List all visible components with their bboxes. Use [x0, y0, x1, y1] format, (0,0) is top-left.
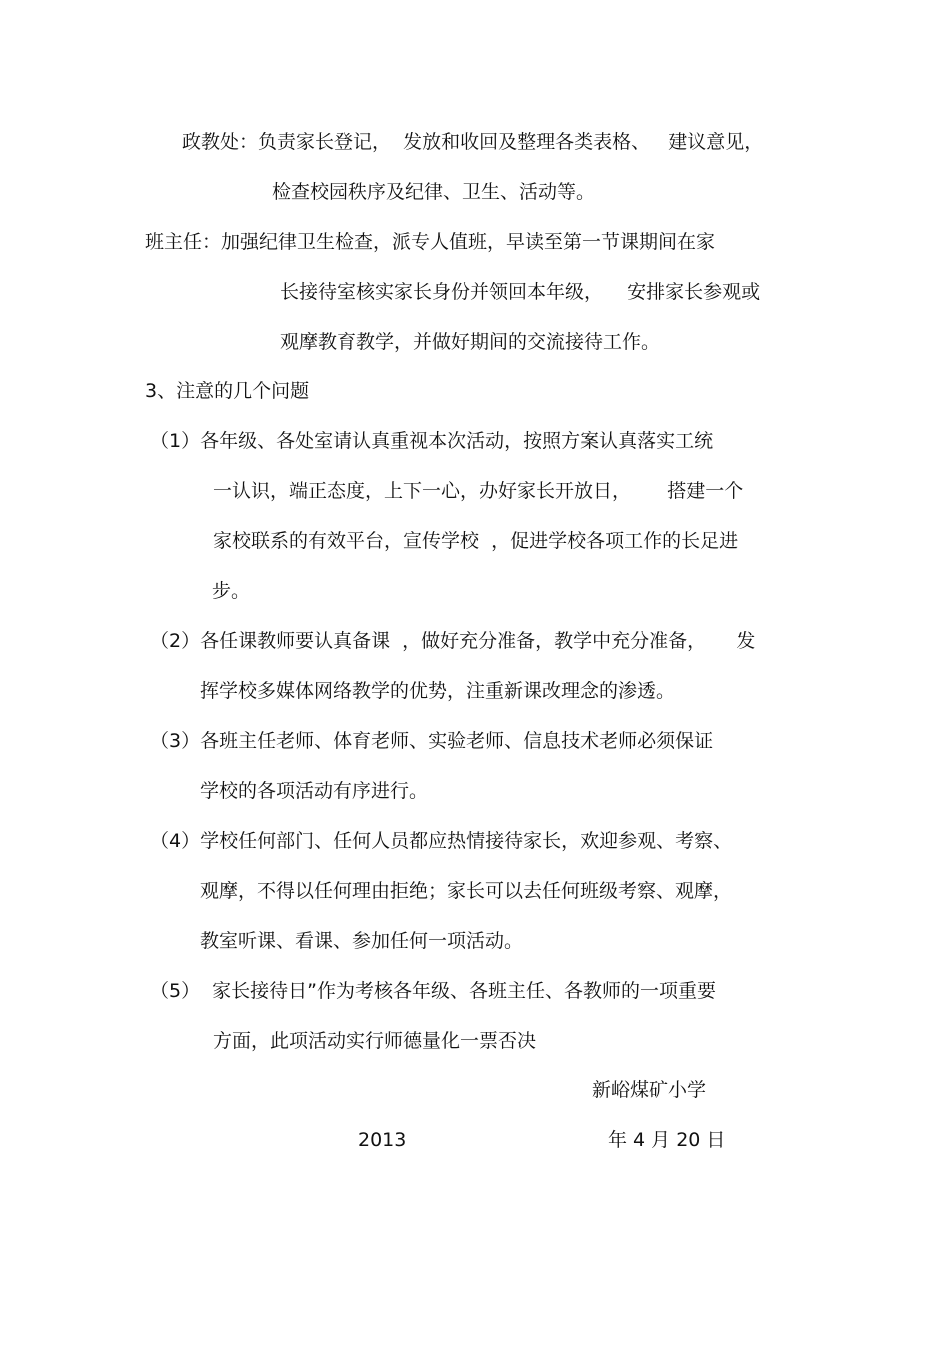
- text-line-15: （4）学校任何部门、任何人员都应热情接待家长，欢迎参观、考察、: [150, 830, 733, 852]
- text-line-11: （2）各任课教师要认真备课 ，做好充分准备，教学中充分准备， 发: [150, 630, 756, 652]
- text-line-5: 观摩教育教学，并做好期间的交流接待工作。: [280, 331, 661, 353]
- text-line-10: 步。: [212, 580, 251, 602]
- text-line-13: （3）各班主任老师、体育老师、实验老师、信息技术老师必须保证: [150, 730, 714, 752]
- text-line-2: 检查校园秩序及纪律、卫生、活动等。: [272, 181, 596, 203]
- section-heading: 3、注意的几个问题: [145, 380, 310, 402]
- text-line-8: 一认识，端正态度，上下一心，办好家长开放日， 搭建一个: [213, 480, 744, 502]
- text-line-17: 教室听课、看课、参加任何一项活动。: [200, 930, 524, 952]
- text-line-9: 家校联系的有效平台，宣传学校 ，促进学校各项工作的长足进: [213, 530, 739, 552]
- text-line-7: （1）各年级、各处室请认真重视本次活动，按照方案认真落实工统: [150, 430, 714, 452]
- text-line-14: 学校的各项活动有序进行。: [200, 780, 429, 802]
- signature-school-name: 新峪煤矿小学: [592, 1079, 707, 1101]
- date-year: 2013: [358, 1129, 407, 1151]
- text-line-3: 班主任：加强纪律卫生检查，派专人值班，早读至第一节课期间在家: [145, 231, 716, 253]
- text-line-12: 挥学校多媒体网络教学的优势，注重新课改理念的渗透。: [200, 680, 676, 702]
- text-line-16: 观摩，不得以任何理由拒绝；家长可以去任何班级考察、观摩，: [200, 880, 733, 902]
- text-line-18: （5） 家长接待日”作为考核各年级、各班主任、各教师的一项重要: [150, 980, 717, 1002]
- text-line-19: 方面，此项活动实行师德量化一票否决: [213, 1030, 537, 1052]
- text-line-4: 长接待室核实家长身份并领回本年级， 安排家长参观或: [280, 281, 761, 303]
- text-line-1: 政教处：负责家长登记， 发放和收回及整理各类表格、 建议意见，: [182, 131, 764, 153]
- date-month-day: 年 4 月 20 日: [608, 1129, 726, 1151]
